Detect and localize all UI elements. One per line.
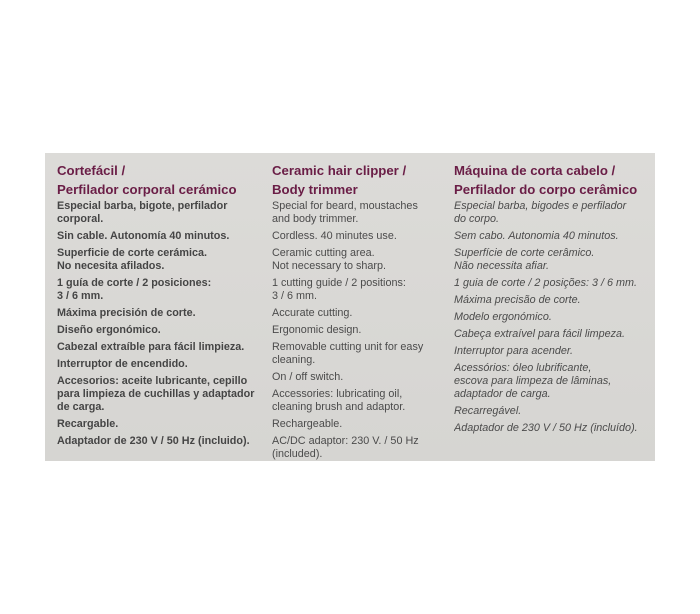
- title-line: Máquina de corta cabelo /: [454, 163, 616, 178]
- feature-item: [454, 247, 654, 273]
- feature-line: 1 guia de corte / 2 posições: 3 / 6 mm.: [454, 277, 638, 289]
- feature-line: Ergonomic design.: [272, 324, 362, 336]
- feature-line: Cordless. 40 minutes use.: [272, 230, 397, 242]
- feature-line: No necesita afilados.: [57, 260, 165, 272]
- feature-item: [57, 418, 262, 431]
- feature-line: 1 guía de corte / 2 posiciones:: [57, 277, 212, 289]
- feature-line: 3 / 6 mm.: [57, 290, 104, 302]
- feature-line: On / off switch.: [272, 371, 344, 383]
- column-english: [272, 161, 447, 461]
- feature-line: Ceramic cutting area.: [272, 247, 375, 259]
- feature-line: 1 cutting guide / 2 positions:: [272, 277, 406, 289]
- feature-line: escova para limpeza de lâminas,: [454, 375, 612, 387]
- feature-item: [272, 230, 447, 243]
- feature-line: and body trimmer.: [272, 213, 359, 225]
- feature-line: cleaning brush and adaptor.: [272, 401, 406, 413]
- feature-item: [272, 307, 447, 320]
- feature-item: [272, 277, 447, 303]
- feature-line: Accessories: lubricating oil,: [272, 388, 403, 400]
- feature-item: [454, 362, 654, 401]
- feature-item: [454, 422, 654, 435]
- feature-item: [272, 435, 447, 461]
- feature-item: [57, 307, 262, 320]
- feature-line: Sem cabo. Autonomia 40 minutos.: [454, 230, 619, 242]
- feature-item: [57, 324, 262, 337]
- feature-line: do corpo.: [454, 213, 500, 225]
- title-line: Body trimmer: [272, 182, 358, 197]
- column-title: [454, 161, 654, 199]
- feature-item: [272, 324, 447, 337]
- feature-line: Não necessita afiar.: [454, 260, 550, 272]
- feature-item: [272, 247, 447, 273]
- column-title: [272, 161, 447, 199]
- feature-line: AC/DC adaptor: 230 V. / 50 Hz: [272, 435, 419, 447]
- feature-line: Adaptador de 230 V / 50 Hz (incluido).: [57, 435, 250, 447]
- feature-item: [57, 200, 262, 226]
- title-line: Perfilador do corpo cerâmico: [454, 182, 638, 197]
- column-portuguese: [454, 161, 654, 439]
- feature-line: Sin cable. Autonomía 40 minutos.: [57, 230, 230, 242]
- feature-item: [272, 388, 447, 414]
- feature-line: cleaning.: [272, 354, 316, 366]
- feature-line: Especial barba, bigodes e perfilador: [454, 200, 627, 212]
- feature-item: [57, 341, 262, 354]
- feature-line: 3 / 6 mm.: [272, 290, 317, 302]
- feature-item: [454, 200, 654, 226]
- feature-item: [454, 328, 654, 341]
- feature-item: [454, 294, 654, 307]
- feature-line: Máxima precisão de corte.: [454, 294, 581, 306]
- title-line: Perfilador corporal cerámico: [57, 182, 237, 197]
- feature-line: Interruptor de encendido.: [57, 358, 188, 370]
- title-line: Cortefácil /: [57, 163, 126, 178]
- feature-item: [454, 277, 654, 290]
- feature-line: Acessórios: óleo lubrificante,: [454, 362, 592, 374]
- feature-item: [454, 345, 654, 358]
- feature-line: Cabeça extraível para fácil limpeza.: [454, 328, 626, 340]
- feature-item: [57, 230, 262, 243]
- feature-line: de carga.: [57, 401, 105, 413]
- feature-item: [272, 200, 447, 226]
- column-title: [57, 161, 262, 199]
- product-spec-label: [45, 153, 655, 461]
- feature-line: Adaptador de 230 V / 50 Hz (incluído).: [454, 422, 638, 434]
- feature-line: Interruptor para acender.: [454, 345, 574, 357]
- feature-item: [272, 371, 447, 384]
- feature-line: Removable cutting unit for easy: [272, 341, 424, 353]
- feature-line: corporal.: [57, 213, 104, 225]
- feature-item: [57, 277, 262, 303]
- feature-line: Especial barba, bigote, perfilador: [57, 200, 228, 212]
- feature-line: para limpieza de cuchillas y adaptador: [57, 388, 255, 400]
- feature-line: (included).: [272, 448, 323, 460]
- feature-line: Superfície de corte cerâmico.: [454, 247, 595, 259]
- feature-item: [454, 311, 654, 324]
- feature-line: Máxima precisión de corte.: [57, 307, 196, 319]
- feature-line: Cabezal extraíble para fácil limpieza.: [57, 341, 245, 353]
- feature-line: Recargable.: [57, 418, 119, 430]
- title-line: Ceramic hair clipper /: [272, 163, 407, 178]
- feature-line: Not necessary to sharp.: [272, 260, 387, 272]
- feature-line: Diseño ergonómico.: [57, 324, 161, 336]
- feature-line: Accurate cutting.: [272, 307, 353, 319]
- feature-item: [454, 230, 654, 243]
- feature-item: [57, 375, 262, 414]
- feature-item: [57, 358, 262, 371]
- column-spanish: [57, 161, 262, 452]
- feature-line: Special for beard, moustaches: [272, 200, 418, 212]
- feature-line: Recarregável.: [454, 405, 522, 417]
- feature-line: Accesorios: aceite lubricante, cepillo: [57, 375, 248, 387]
- feature-item: [272, 341, 447, 367]
- feature-item: [272, 418, 447, 431]
- feature-item: [57, 247, 262, 273]
- feature-item: [454, 405, 654, 418]
- feature-line: Rechargeable.: [272, 418, 343, 430]
- feature-line: adaptador de carga.: [454, 388, 551, 400]
- feature-line: Superficie de corte cerámica.: [57, 247, 208, 259]
- feature-item: [57, 435, 262, 448]
- feature-line: Modelo ergonómico.: [454, 311, 552, 323]
